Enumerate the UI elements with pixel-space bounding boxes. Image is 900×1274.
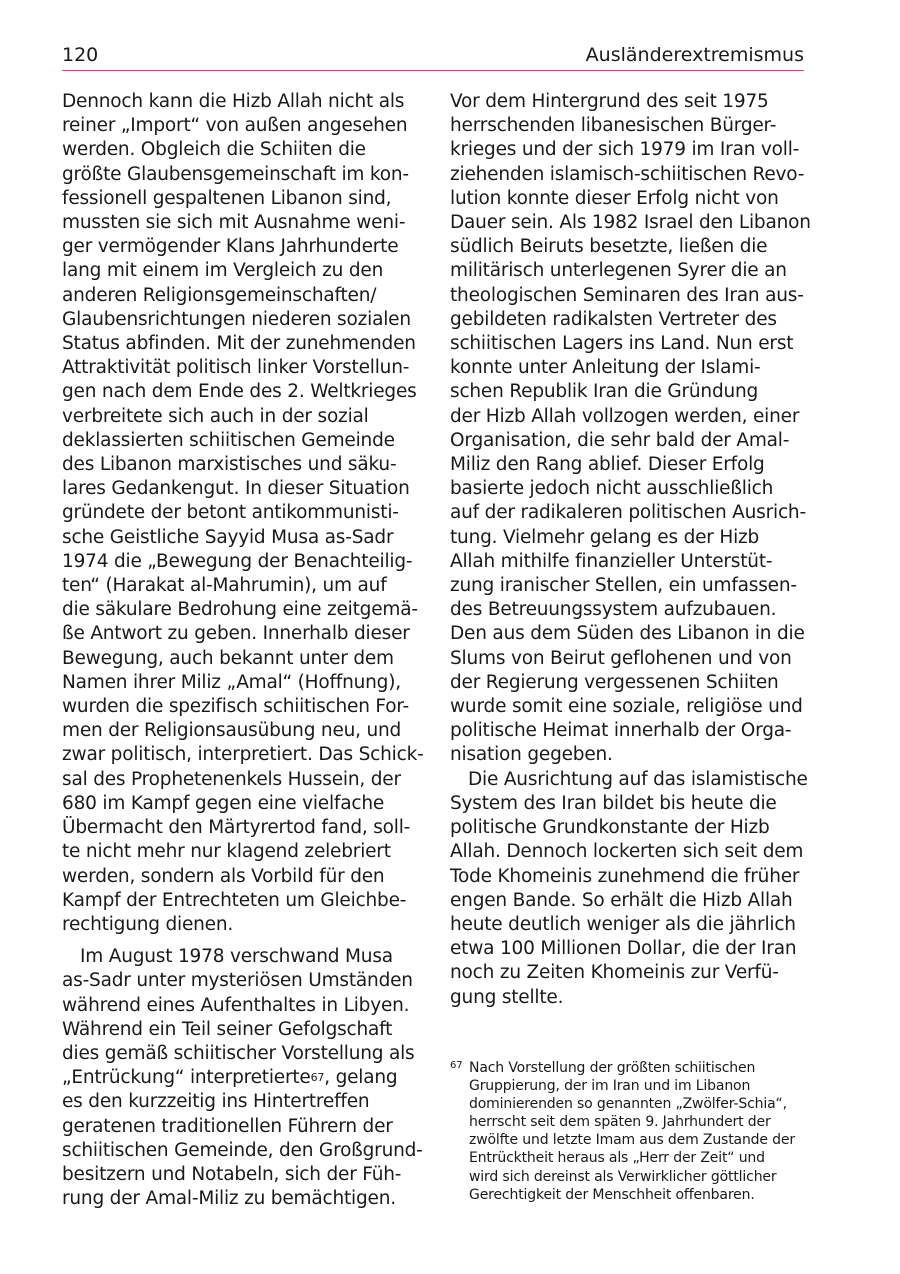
header-rule (62, 70, 804, 71)
text-line: der Regierung vergessenen Schiiten (450, 671, 779, 693)
text-line: Die Ausrichtung auf das islamistische (468, 768, 808, 790)
text-line: Während ein Teil seiner Gefolgschaft (62, 1018, 393, 1040)
text-line: 1974 die „Bewegung der Benachteilig- (62, 550, 413, 572)
page-header (62, 42, 804, 70)
text-line: Status abfinden. Mit der zunehmenden (62, 333, 416, 355)
text-line: Dauer sein. Als 1982 Israel den Libanon (450, 212, 811, 234)
text-line: zung iranischer Stellen, ein umfassen- (450, 575, 797, 597)
text-line: gung stellte. (450, 986, 564, 1008)
text-line: Übermacht den Märtyrertod fand, soll- (62, 817, 411, 839)
text-line: Allah mithilfe finanzieller Unterstüt- (450, 550, 773, 572)
paragraph-gap (62, 937, 420, 945)
text-line: Attraktivität politisch linker Vorstellun- (62, 357, 410, 379)
text-line: etwa 100 Millionen Dollar, die der Iran (450, 938, 797, 960)
text-line: verbreitete sich auch in der sozial (62, 405, 369, 427)
text-line: wurde somit eine soziale, religiöse und (450, 696, 803, 718)
text-line: System des Iran bildet bis heute die (450, 792, 777, 814)
text-line: Kampf der Entrechteten um Gleichbe- (62, 889, 407, 911)
text-line: werden. Obgleich die Schiiten die (62, 139, 366, 161)
text-line: heute deutlich weniger als die jährlich (450, 913, 796, 935)
text-line: krieges und der sich 1979 im Iran voll- (450, 139, 800, 161)
footnote-line: herrscht seit dem späten 9. Jahrhundert der (469, 1114, 771, 1131)
text-line: Bewegung, auch bekannt unter dem (62, 647, 394, 669)
text-fragment: „Entrückung“ interpretierte (62, 1067, 311, 1089)
text-line: theologischen Seminaren des Iran aus- (450, 284, 804, 306)
text-line: während eines Aufenthaltes in Libyen. (62, 994, 410, 1016)
footnote-line: Gruppierung, der im Iran und im Libanon (469, 1078, 751, 1095)
footnote-line: Gerechtigkeit der Menschheit offenbaren. (469, 1186, 755, 1203)
text-line: ten“ (Harakat al-Mahrumin), um auf (62, 575, 387, 597)
text-line: men der Religionsausübung neu, und (62, 720, 402, 742)
text-line: sal des Prophetenenkels Hussein, der (62, 768, 401, 790)
text-line: es den kurzzeitig ins Hintertreffen (62, 1091, 370, 1113)
footnote-line: Nach Vorstellung der größten schiitischen (469, 1060, 756, 1076)
text-line: mussten sie sich mit Ausnahme weni- (62, 212, 406, 234)
text-line: Im August 1978 verschwand Musa (80, 946, 393, 968)
text-line: schen Republik Iran die Gründung (450, 381, 759, 403)
text-line-with-footnote-ref (62, 1066, 420, 1090)
text-line: der Hizb Allah vollzogen werden, einer (450, 405, 800, 427)
text-line: herrschenden libanesischen Bürger- (450, 115, 777, 137)
footnote-line: dominierenden so genannten „Zwölfer-Schia“, (469, 1096, 787, 1113)
text-line: Slums von Beirut geflohenen und von (450, 647, 792, 669)
text-line: konnte unter Anleitung der Islami- (450, 357, 761, 379)
text-line: te nicht mehr nur klagend zelebriert (62, 841, 391, 863)
text-line: lares Gedankengut. In dieser Situation (62, 478, 410, 500)
text-line: Den aus dem Süden des Libanon in die (450, 623, 805, 645)
text-line: gen nach dem Ende des 2. Weltkrieges (62, 381, 417, 403)
text-line: engen Bande. So erhält die Hizb Allah (450, 889, 793, 911)
footnote-line: zwölfte und letzte Imam aus dem Zustande der (469, 1132, 795, 1149)
text-line: sche Geistliche Sayyid Musa as-Sadr (62, 526, 394, 548)
text-line: größte Glaubensgemeinschaft im kon- (62, 163, 409, 185)
text-line: geratenen traditionellen Führern der (62, 1115, 393, 1137)
text-fragment: , gelang (324, 1067, 398, 1089)
text-line: deklassierten schiitischen Gemeinde (62, 429, 395, 451)
text-line: Allah. Dennoch lockerten sich seit dem (450, 841, 804, 863)
text-line: basierte jedoch nicht ausschließlich (450, 478, 774, 500)
text-line: Namen ihrer Miliz „Amal“ (Hoffnung), (62, 671, 401, 693)
text-line: as-Sadr unter mysteriösen Umständen (62, 970, 413, 992)
text-line: ße Antwort zu geben. Innerhalb dieser (62, 623, 410, 645)
text-line: Tode Khomeinis zunehmend die früher (450, 865, 800, 887)
text-line: Glaubensrichtungen niederen sozialen (62, 308, 411, 330)
text-line: des Libanon marxistisches und säku- (62, 454, 397, 476)
left-column (62, 90, 424, 1211)
text-line: politische Grundkonstante der Hizb (450, 817, 770, 839)
text-line: rechtigung dienen. (62, 913, 234, 935)
text-line: nisation gegeben. (450, 744, 613, 766)
text-line: Vor dem Hintergrund des seit 1975 (450, 91, 769, 112)
text-line: rung der Amal-Miliz zu bemächtigen. (62, 1188, 396, 1210)
footnote-reference[interactable]: 67 (310, 1071, 325, 1085)
text-line: ziehenden islamisch-schiitischen Revo- (450, 163, 805, 185)
text-line: anderen Religionsgemeinschaften/ (62, 284, 377, 306)
text-line: besitzern und Notabeln, sich der Füh- (62, 1163, 402, 1185)
text-line: reiner „Import“ von außen angesehen (62, 115, 408, 137)
text-line: Dennoch kann die Hizb Allah nicht als (62, 91, 405, 112)
footnote-text (469, 1059, 795, 1204)
text-line: 680 im Kampf gegen eine vielfache (62, 792, 385, 814)
text-line: politische Heimat innerhalb der Orga- (450, 720, 792, 742)
text-line: gründete der betont antikommunisti- (62, 502, 399, 524)
text-line: Organisation, die sehr bald der Amal- (450, 429, 790, 451)
text-line: gebildeten radikalsten Vertreter des (450, 308, 777, 330)
text-line: wurden die spezifisch schiitischen For- (62, 696, 410, 718)
text-line: lang mit einem im Vergleich zu den (62, 260, 384, 282)
right-column (450, 90, 811, 1010)
text-line: militärisch unterlegenen Syrer die an (450, 260, 787, 282)
text-line: schiitischen Gemeinde, den Großgrund- (62, 1139, 423, 1161)
text-line: lution konnte dieser Erfolg nicht von (450, 187, 779, 209)
text-line: ger vermögender Klans Jahrhunderte (62, 236, 399, 258)
text-line: des Betreuungssystem aufzubauen. (450, 599, 777, 621)
text-line: südlich Beiruts besetzte, ließen die (450, 236, 768, 258)
text-line: dies gemäß schiitischer Vorstellung als (62, 1042, 415, 1064)
text-line: werden, sondern als Vorbild für den (62, 865, 385, 887)
footnote-number: 67 (450, 1060, 463, 1071)
text-line: die säkulare Bedrohung eine zeitgemä- (62, 599, 418, 621)
text-line: auf der radikaleren politischen Ausrich- (450, 502, 806, 524)
text-line: tung. Vielmehr gelang es der Hizb (450, 526, 760, 548)
footnote-line: wird sich dereinst als Verwirklicher göttlicher (469, 1168, 777, 1185)
text-line: zwar politisch, interpretiert. Das Schick- (62, 744, 424, 766)
footnote-line: Entrücktheit heraus als „Herr der Zeit“ und (469, 1150, 765, 1167)
page-number: 120 (62, 44, 99, 66)
text-line: schiitischen Lagers ins Land. Nun erst (450, 333, 794, 355)
text-line: noch zu Zeiten Khomeinis zur Verfü- (450, 962, 779, 984)
text-line: fessionell gespaltenen Libanon sind, (62, 187, 392, 209)
running-title: Ausländerextremismus (585, 44, 804, 66)
text-line: Miliz den Rang ablief. Dieser Erfolg (450, 454, 765, 476)
